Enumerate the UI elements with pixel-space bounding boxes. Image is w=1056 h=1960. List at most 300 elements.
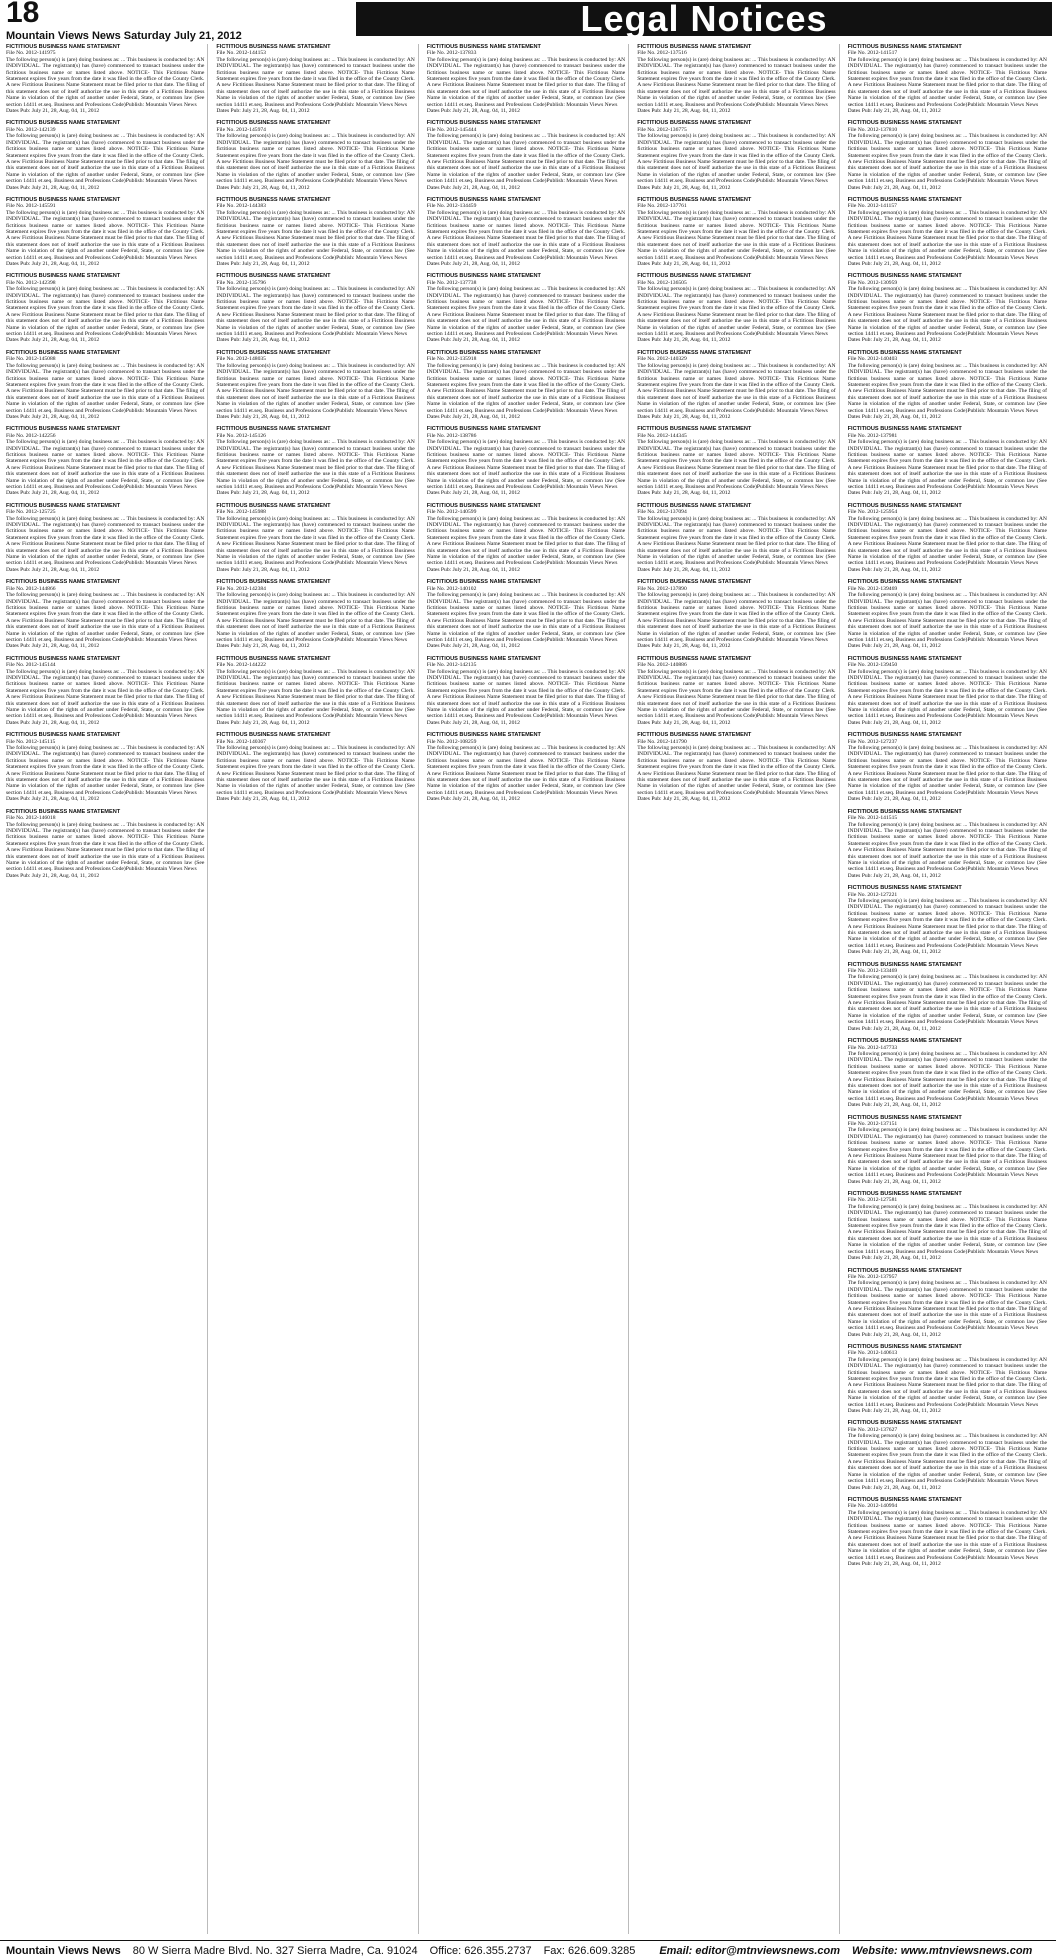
notice-body: The following person(s) is (are) doing business as: ... This business is conducted by: AN INDIVIDUAL. The registrant(s) has (have) commenced to transact business under the fictitious business name or names listed above. NOTICE- This Fictitious Name Statement expires five years from the date it was filed in the office of the County Clerk. A new Fictitious Business Name Statement must be filed prior to that date. The filing of this statement does not of itself authorize the use in this state of a Fictitious Business Name in violation of the rights of another under Federal, State, or common law (See section 14411 et.seq. Business and Professions Code)Publish: Mountain Views News [426, 209, 626, 261]
notice-file-number: File No. 2012-141975 [6, 50, 56, 57]
notice-body: The following person(s) is (are) doing business as: ... This business is conducted by: AN INDIVIDUAL. The registrant(s) has (have) commenced to transact business under the fictitious business name or names listed above. NOTICE- This Fictitious Name Statement expires five years from the date it was filed in the office of the County Clerk. A new Fictitious Business Name Statement must be filed prior to that date. The filing of this statement does not of itself authorize the use in this state of a Fictitious Business Name in violation of the rights of another under Federal, State, or common law (See section 14411 et.seq. Business and Professions Code)Publish: Mountain Views News [847, 1127, 1047, 1179]
footer-fax: Fax: 626.609.3285 [543, 1944, 636, 1957]
notice-heading: FICTITIOUS BUSINESS NAME STATEMENT [216, 44, 331, 50]
notice-dates: Dates Pub: July 21, 28, Aug. 04, 11, 2012 [637, 184, 731, 191]
notice-body: The following person(s) is (are) doing business as: ... This business is conducted by: AN INDIVIDUAL. The registrant(s) has (have) commenced to transact business under the fictitious business name or names listed above. NOTICE- This Fictitious Name Statement expires five years from the date it was filed in the office of the County Clerk. A new Fictitious Business Name Statement must be filed prior to that date. The filing of this statement does not of itself authorize the use in this state of a Fictitious Business Name in violation of the rights of another under Federal, State, or common law (See section 14411 et.seq. Business and Professions Code)Publish: Mountain Views News [426, 515, 626, 567]
notice-heading: FICTITIOUS BUSINESS NAME STATEMENT [847, 655, 962, 662]
notice-heading: FICTITIOUS BUSINESS NAME STATEMENT [426, 732, 541, 739]
notice-body: The following person(s) is (are) doing business as: ... This business is conducted by: AN INDIVIDUAL. The registrant(s) has (have) commenced to transact business under the fictitious business name or names listed above. NOTICE- This Fictitious Name Statement expires five years from the date it was filed in the office of the County Clerk. A new Fictitious Business Name Statement must be filed prior to that date. The filing of this statement does not of itself authorize the use in this state of a Fictitious Business Name in violation of the rights of another under Federal, State, or common law (See section 14411 et.seq. Business and Professions Code)Publish: Mountain Views News [6, 209, 205, 261]
notice-body: The following person(s) is (are) doing business as: ... This business is conducted by: AN INDIVIDUAL. The registrant(s) has (have) commenced to transact business under the fictitious business name or names listed above. NOTICE- This Fictitious Name Statement expires five years from the date it was filed in the office of the County Clerk. A new Fictitious Business Name Statement must be filed prior to that date. The filing of this statement does not of itself authorize the use in this state of a Fictitious Business Name in violation of the rights of another under Federal, State, or common law (See section 14411 et.seq. Business and Professions Code)Publish: Mountain Views News [637, 362, 836, 414]
notice-body: The following person(s) is (are) doing business as: ... This business is conducted by: AN INDIVIDUAL. The registrant(s) has (have) commenced to transact business under the fictitious business name or names listed above. NOTICE- This Fictitious Name Statement expires five years from the date it was filed in the office of the County Clerk. A new Fictitious Business Name Statement must be filed prior to that date. The filing of this statement does not of itself authorize the use in this state of a Fictitious Business Name in violation of the rights of another under Federal, State, or common law (See section 14411 et.seq. Business and Professions Code)Publish: Mountain Views News [216, 668, 415, 720]
notice-heading: FICTITIOUS BUSINESS NAME STATEMENT [847, 1114, 962, 1121]
notice-dates: Dates Pub: July 21, 28, Aug. 04, 11, 2012 [216, 566, 310, 573]
notice-file-number: File No. 2012-139450 [847, 662, 898, 669]
notice-file-number: File No. 2012-140367 [216, 738, 266, 745]
legal-notice [6, 503, 204, 573]
notice-file-number: File No. 2012-145591 [6, 203, 56, 210]
notice-heading: FICTITIOUS BUSINESS NAME STATEMENT [216, 732, 331, 739]
notice-file-number: File No. 2012-145974 [216, 126, 266, 133]
notice-file-number: File No. 2012-134459 [426, 203, 477, 210]
footer-publication: Mountain Views News [6, 1944, 121, 1957]
notice-file-number: File No. 2012-108259 [426, 738, 477, 745]
notice-file-number: File No. 2012-137810 [847, 126, 898, 133]
notice-heading: FICTITIOUS BUSINESS NAME STATEMENT [637, 44, 752, 50]
notice-dates: Dates Pub: July 21, 28, Aug. 04, 11, 2012 [847, 1560, 941, 1567]
notice-body: The following person(s) is (are) doing business as: ... This business is conducted by: AN INDIVIDUAL. The registrant(s) has (have) commenced to transact business under the fictitious business name or names listed above. NOTICE- This Fictitious Name Statement expires five years from the date it was filed in the office of the County Clerk. A new Fictitious Business Name Statement must be filed prior to that date. The filing of this statement does not of itself authorize the use in this state of a Fictitious Business Name in violation of the rights of another under Federal, State, or common law (See section 14411 et.seq. Business and Professions Code)Publish: Mountain Views News [847, 286, 1047, 338]
notice-file-number: File No. 2012-142139 [6, 126, 56, 133]
notice-heading: FICTITIOUS BUSINESS NAME STATEMENT [847, 1420, 962, 1427]
notice-file-number: File No. 2012-127581 [847, 1197, 898, 1204]
notice-body: The following person(s) is (are) doing business as: ... This business is conducted by: AN INDIVIDUAL. The registrant(s) has (have) commenced to transact business under the fictitious business name or names listed above. NOTICE- This Fictitious Name Statement expires five years from the date it was filed in the office of the County Clerk. A new Fictitious Business Name Statement must be filed prior to that date. The filing of this statement does not of itself authorize the use in this state of a Fictitious Business Name in violation of the rights of another under Federal, State, or common law (See section 14411 et.seq. Business and Professions Code)Publish: Mountain Views News [847, 56, 1047, 108]
notice-heading: FICTITIOUS BUSINESS NAME STATEMENT [6, 273, 121, 280]
notice-dates: Dates Pub: July 21, 28, Aug. 04, 11, 2012 [847, 796, 941, 803]
notice-dates: Dates Pub: July 21, 28, Aug. 04, 11, 2012 [216, 337, 310, 344]
notice-body: The following person(s) is (are) doing business as: ... This business is conducted by: AN INDIVIDUAL. The registrant(s) has (have) commenced to transact business under the fictitious business name or names listed above. NOTICE- This Fictitious Name Statement expires five years from the date it was filed in the office of the County Clerk. A new Fictitious Business Name Statement must be filed prior to that date. The filing of this statement does not of itself authorize the use in this state of a Fictitious Business Name in violation of the rights of another under Federal, State, or common law (See section 14411 et.seq. Business and Professions Code)Publish: Mountain Views News [637, 745, 836, 796]
legal-notice [216, 656, 414, 726]
notice-dates: Dates Pub: July 21, 28, Aug. 04, 11, 2012 [216, 796, 310, 803]
notice-body: The following person(s) is (are) doing business as: ... This business is conducted by: AN INDIVIDUAL. The registrant(s) has (have) commenced to transact business under the fictitious business name or names listed above. NOTICE- This Fictitious Name Statement expires five years from the date it was filed in the office of the County Clerk. A new Fictitious Business Name Statement must be filed prior to that date. The filing of this statement does not of itself authorize the use in this state of a Fictitious Business Name in violation of the rights of another under Federal, State, or common law (See section 14411 et.seq. Business and Professions Code)Publish: Mountain Views News [216, 209, 415, 261]
notice-column [637, 44, 839, 1934]
legal-notice [637, 732, 835, 802]
notice-dates: Dates Pub: July 21, 28, Aug. 04, 11, 2012 [847, 490, 941, 497]
notice-heading: FICTITIOUS BUSINESS NAME STATEMENT [6, 655, 121, 662]
page-footer [0, 1940, 1056, 1960]
notice-body: The following person(s) is (are) doing business as: ... This business is conducted by: AN INDIVIDUAL. The registrant(s) has (have) commenced to transact business under the fictitious business name or names listed above. NOTICE- This Fictitious Name Statement expires five years from the date it was filed in the office of the County Clerk. A new Fictitious Business Name Statement must be filed prior to that date. The filing of this statement does not of itself authorize the use in this state of a Fictitious Business Name in violation of the rights of another under Federal, State, or common law (See section 14411 et.seq. Business and Professions Code)Publish: Mountain Views News [847, 668, 1047, 720]
notice-body: The following person(s) is (are) doing business as: ... This business is conducted by: AN INDIVIDUAL. The registrant(s) has (have) commenced to transact business under the fictitious business name or names listed above. NOTICE- This Fictitious Name Statement expires five years from the date it was filed in the office of the County Clerk. A new Fictitious Business Name Statement must be filed prior to that date. The filing of this statement does not of itself authorize the use in this state of a Fictitious Business Name in violation of the rights of another under Federal, State, or common law (See section 14411 et.seq. Business and Professions Code)Publish: Mountain Views News [847, 897, 1047, 949]
notice-body: The following person(s) is (are) doing business as: ... This business is conducted by: AN INDIVIDUAL. The registrant(s) has (have) commenced to transact business under the fictitious business name or names listed above. NOTICE- This Fictitious Name Statement expires five years from the date it was filed in the office of the County Clerk. A new Fictitious Business Name Statement must be filed prior to that date. The filing of this statement does not of itself authorize the use in this state of a Fictitious Business Name in violation of the rights of another under Federal, State, or common law (See section 14411 et.seq. Business and Professions Code)Publish: Mountain Views News [637, 133, 836, 185]
footer-website[interactable]: Website: www.mtnviewsnews.com [852, 1944, 1033, 1957]
notice-dates: Dates Pub: July 21, 28, Aug. 04, 11, 2012 [6, 490, 100, 497]
legal-notice [848, 350, 1047, 420]
notice-heading: FICTITIOUS BUSINESS NAME STATEMENT [6, 196, 121, 203]
notice-body: The following person(s) is (are) doing business as: ... This business is conducted by: AN INDIVIDUAL. The registrant(s) has (have) commenced to transact business under the fictitious business name or names listed above. NOTICE- This Fictitious Name Statement expires five years from the date it was filed in the office of the County Clerk. A new Fictitious Business Name Statement must be filed prior to that date. The filing of this statement does not of itself authorize the use in this state of a Fictitious Business Name in violation of the rights of another under Federal, State, or common law (See section 14411 et.seq. Business and Professions Code)Publish: Mountain Views News [6, 668, 205, 720]
notice-body: The following person(s) is (are) doing business as: ... This business is conducted by: AN INDIVIDUAL. The registrant(s) has (have) commenced to transact business under the fictitious business name or names listed above. NOTICE- This Fictitious Name Statement expires five years from the date it was filed in the office of the County Clerk. A new Fictitious Business Name Statement must be filed prior to that date. The filing of this statement does not of itself authorize the use in this state of a Fictitious Business Name in violation of the rights of another under Federal, State, or common law (See section 14411 et.seq. Business and Professions Code)Publish: Mountain Views News [637, 592, 836, 643]
notice-file-number: File No. 2012-140599 [426, 509, 477, 516]
notice-dates: Dates Pub: July 21, 28, Aug. 04, 11, 2012 [847, 413, 941, 420]
notice-heading: FICTITIOUS BUSINESS NAME STATEMENT [847, 1267, 962, 1274]
notice-dates: Dates Pub: July 21, 28, Aug. 04, 11, 2012 [426, 719, 520, 726]
legal-notice [637, 273, 835, 343]
notice-dates: Dates Pub: July 21, 28, Aug. 04, 11, 2012 [216, 261, 310, 267]
notice-columns [6, 44, 1050, 1934]
notice-body: The following person(s) is (are) doing business as: ... This business is conducted by: AN INDIVIDUAL. The registrant(s) has (have) commenced to transact business under the fictitious business name or names listed above. NOTICE- This Fictitious Name Statement expires five years from the date it was filed in the office of the County Clerk. A new Fictitious Business Name Statement must be filed prior to that date. The filing of this statement does not of itself authorize the use in this state of a Fictitious Business Name in violation of the rights of another under Federal, State, or common law (See section 14411 et.seq. Business and Professions Code)Publish: Mountain Views News [847, 1203, 1047, 1255]
notice-body: The following person(s) is (are) doing business as: ... This business is conducted by: AN INDIVIDUAL. The registrant(s) has (have) commenced to transact business under the fictitious business name or names listed above. NOTICE- This Fictitious Name Statement expires five years from the date it was filed in the office of the County Clerk. A new Fictitious Business Name Statement must be filed prior to that date. The filing of this statement does not of itself authorize the use in this state of a Fictitious Business Name in violation of the rights of another under Federal, State, or common law (See section 14411 et.seq. Business and Professions Code)Publish: Mountain Views News [847, 209, 1047, 261]
notice-file-number: File No. 2012-141515 [847, 815, 898, 822]
notice-dates: Dates Pub: July 21, 28, Aug. 04, 11, 2012 [6, 184, 100, 191]
notice-file-number: File No. 2012-125725 [6, 509, 56, 516]
legal-notice [216, 120, 414, 190]
notice-file-number: File No. 2012-145444 [426, 126, 477, 133]
section-title-bar [356, 0, 1052, 39]
legal-notice [216, 579, 414, 649]
legal-notice [427, 732, 625, 802]
notice-dates: Dates Pub: July 21, 28, Aug. 04, 11, 2012 [637, 490, 731, 497]
notice-file-number: File No. 2012-145144 [6, 662, 56, 669]
legal-notice [637, 426, 835, 496]
notice-body: The following person(s) is (are) doing business as: ... This business is conducted by: AN INDIVIDUAL. The registrant(s) has (have) commenced to transact business under the fictitious business name or names listed above. NOTICE- This Fictitious Name Statement expires five years from the date it was filed in the office of the County Clerk. A new Fictitious Business Name Statement must be filed prior to that date. The filing of this statement does not of itself authorize the use in this state of a Fictitious Business Name in violation of the rights of another under Federal, State, or common law (See section 14411 et.seq. Business and Professions Code)Publish: Mountain Views News [216, 286, 415, 338]
notice-heading: FICTITIOUS BUSINESS NAME STATEMENT [847, 120, 962, 127]
notice-heading: FICTITIOUS BUSINESS NAME STATEMENT [637, 426, 752, 433]
notice-heading: FICTITIOUS BUSINESS NAME STATEMENT [847, 273, 962, 280]
notice-heading: FICTITIOUS BUSINESS NAME STATEMENT [216, 120, 331, 127]
notice-heading: FICTITIOUS BUSINESS NAME STATEMENT [847, 1343, 962, 1350]
notice-file-number: File No. 2012-136505 [637, 279, 687, 286]
notice-file-number: File No. 2012-137981 [847, 432, 898, 439]
notice-file-number: File No. 2012-140994 [847, 1503, 898, 1510]
notice-heading: FICTITIOUS BUSINESS NAME STATEMENT [847, 44, 962, 50]
notice-file-number: File No. 2012-146018 [6, 815, 56, 822]
notice-dates: Dates Pub: July 21, 28, Aug. 04, 11, 2012 [426, 413, 520, 420]
notice-body: The following person(s) is (are) doing business as: ... This business is conducted by: AN INDIVIDUAL. The registrant(s) has (have) commenced to transact business under the fictitious business name or names listed above. NOTICE- This Fictitious Name Statement expires five years from the date it was filed in the office of the County Clerk. A new Fictitious Business Name Statement must be filed prior to that date. The filing of this statement does not of itself authorize the use in this state of a Fictitious Business Name in violation of the rights of another under Federal, State, or common law (See section 14411 et.seq. Business and Professions Code)Publish: Mountain Views News [216, 439, 415, 490]
notice-heading: FICTITIOUS BUSINESS NAME STATEMENT [6, 426, 121, 433]
notice-column [427, 44, 629, 1934]
publication-dateline: Mountain Views News Saturday July 21, 2012 [6, 30, 242, 42]
notice-heading: FICTITIOUS BUSINESS NAME STATEMENT [216, 579, 331, 586]
notice-dates: Dates Pub: July 21, 28, Aug. 04, 11, 2012 [637, 413, 731, 420]
notice-heading: FICTITIOUS BUSINESS NAME STATEMENT [216, 273, 331, 280]
notice-heading: FICTITIOUS BUSINESS NAME STATEMENT [426, 44, 541, 50]
notice-file-number: File No. 2012-136775 [637, 126, 687, 133]
notice-dates: Dates Pub: July 21, 28, Aug. 04, 11, 2012 [426, 261, 520, 267]
notice-dates: Dates Pub: July 21, 28, Aug. 04, 11, 2012 [637, 643, 731, 650]
notice-file-number: File No. 2012-148035 [216, 356, 266, 363]
legal-notice [427, 579, 625, 649]
notice-body: The following person(s) is (are) doing business as: ... This business is conducted by: AN INDIVIDUAL. The registrant(s) has (have) commenced to transact business under the fictitious business name or names listed above. NOTICE- This Fictitious Name Statement expires five years from the date it was filed in the office of the County Clerk. A new Fictitious Business Name Statement must be filed prior to that date. The filing of this statement does not of itself authorize the use in this state of a Fictitious Business Name in violation of the rights of another under Federal, State, or common law (See section 14411 et.seq. Business and Professions Code)Publish: Mountain Views News [426, 133, 626, 185]
notice-dates: Dates Pub: July 21, 28, Aug. 04, 11, 2012 [637, 566, 731, 573]
notice-dates: Dates Pub: July 21, 28, Aug. 04, 11, 2012 [216, 643, 310, 650]
legal-notice [637, 656, 835, 726]
notice-heading: FICTITIOUS BUSINESS NAME STATEMENT [216, 426, 331, 433]
notice-dates: Dates Pub: July 21, 28, Aug. 04, 11, 2012 [847, 719, 941, 726]
notice-dates: Dates Pub: July 21, 28, Aug. 04, 11, 2012 [426, 108, 520, 115]
notice-dates: Dates Pub: July 21, 28, Aug. 04, 11, 2012 [426, 643, 520, 650]
notice-file-number: File No. 2012-140886 [637, 662, 687, 669]
notice-file-number: File No. 2012-145088 [6, 356, 56, 363]
legal-notice [427, 120, 625, 190]
notice-dates: Dates Pub: July 21, 28, Aug. 04, 11, 2012 [847, 108, 941, 115]
notice-dates: Dates Pub: July 21, 28, Aug. 04, 11, 2012 [6, 413, 100, 420]
notice-body: The following person(s) is (are) doing business as: ... This business is conducted by: AN INDIVIDUAL. The registrant(s) has (have) commenced to transact business under the fictitious business name or names listed above. NOTICE- This Fictitious Name Statement expires five years from the date it was filed in the office of the County Clerk. A new Fictitious Business Name Statement must be filed prior to that date. The filing of this statement does not of itself authorize the use in this state of a Fictitious Business Name in violation of the rights of another under Federal, State, or common law (See section 14411 et.seq. Business and Professions Code)Publish: Mountain Views News [847, 515, 1047, 567]
notice-body: The following person(s) is (are) doing business as: ... This business is conducted by: AN INDIVIDUAL. The registrant(s) has (have) commenced to transact business under the fictitious business name or names listed above. NOTICE- This Fictitious Name Statement expires five years from the date it was filed in the office of the County Clerk. A new Fictitious Business Name Statement must be filed prior to that date. The filing of this statement does not of itself authorize the use in this state of a Fictitious Business Name in violation of the rights of another under Federal, State, or common law (See section 14411 et.seq. Business and Professions Code)Publish: Mountain Views News [6, 592, 205, 643]
notice-heading: FICTITIOUS BUSINESS NAME STATEMENT [426, 349, 541, 356]
notice-heading: FICTITIOUS BUSINESS NAME STATEMENT [426, 655, 541, 662]
notice-body: The following person(s) is (are) doing business as: ... This business is conducted by: AN INDIVIDUAL. The registrant(s) has (have) commenced to transact business under the fictitious business name or names listed above. NOTICE- This Fictitious Name Statement expires five years from the date it was filed in the office of the County Clerk. A new Fictitious Business Name Statement must be filed prior to that date. The filing of this statement does not of itself authorize the use in this state of a Fictitious Business Name in violation of the rights of another under Federal, State, or common law (See section 14411 et.seq. Business and Professions Code)Publish: Mountain Views News [216, 133, 415, 185]
legal-notice [216, 197, 414, 267]
notice-file-number: File No. 2012-137151 [847, 1120, 898, 1127]
notice-file-number: File No. 2012-140329 [637, 356, 687, 363]
notice-heading: FICTITIOUS BUSINESS NAME STATEMENT [426, 120, 541, 127]
notice-body: The following person(s) is (are) doing business as: ... This business is conducted by: AN INDIVIDUAL. The registrant(s) has (have) commenced to transact business under the fictitious business name or names listed above. NOTICE- This Fictitious Name Statement expires five years from the date it was filed in the office of the County Clerk. A new Fictitious Business Name Statement must be filed prior to that date. The filing of this statement does not of itself authorize the use in this state of a Fictitious Business Name in violation of the rights of another under Federal, State, or common law (See section 14411 et.seq. Business and Professions Code)Publish: Mountain Views News [847, 745, 1047, 796]
notice-heading: FICTITIOUS BUSINESS NAME STATEMENT [847, 579, 962, 586]
notice-body: The following person(s) is (are) doing business as: ... This business is conducted by: AN INDIVIDUAL. The registrant(s) has (have) commenced to transact business under the fictitious business name or names listed above. NOTICE- This Fictitious Name Statement expires five years from the date it was filed in the office of the County Clerk. A new Fictitious Business Name Statement must be filed prior to that date. The filing of this statement does not of itself authorize the use in this state of a Fictitious Business Name in violation of the rights of another under Federal, State, or common law (See section 14411 et.seq. Business and Professions Code)Publish: Mountain Views News [216, 515, 415, 567]
legal-notice [637, 350, 835, 420]
notice-body: The following person(s) is (are) doing business as: ... This business is conducted by: AN INDIVIDUAL. The registrant(s) has (have) commenced to transact business under the fictitious business name or names listed above. NOTICE- This Fictitious Name Statement expires five years from the date it was filed in the office of the County Clerk. A new Fictitious Business Name Statement must be filed prior to that date. The filing of this statement does not of itself authorize the use in this state of a Fictitious Business Name in violation of the rights of another under Federal, State, or common law (See section 14411 et.seq. Business and Professions Code)Publish: Mountain Views News [637, 56, 836, 108]
legal-notice [216, 732, 414, 802]
notice-file-number: File No. 2012-147733 [847, 1044, 898, 1051]
notice-body: The following person(s) is (are) doing business as: ... This business is conducted by: AN INDIVIDUAL. The registrant(s) has (have) commenced to transact business under the fictitious business name or names listed above. NOTICE- This Fictitious Name Statement expires five years from the date it was filed in the office of the County Clerk. A new Fictitious Business Name Statement must be filed prior to that date. The filing of this statement does not of itself authorize the use in this state of a Fictitious Business Name in violation of the rights of another under Federal, State, or common law (See section 14411 et.seq. Business and Professions Code)Publish: Mountain Views News [847, 592, 1047, 643]
notice-heading: FICTITIOUS BUSINESS NAME STATEMENT [216, 502, 331, 509]
legal-notice [848, 44, 1047, 114]
notice-heading: FICTITIOUS BUSINESS NAME STATEMENT [216, 655, 331, 662]
legal-notice [427, 350, 625, 420]
notice-body: The following person(s) is (are) doing business as: ... This business is conducted by: AN INDIVIDUAL. The registrant(s) has (have) commenced to transact business under the fictitious business name or names listed above. NOTICE- This Fictitious Name Statement expires five years from the date it was filed in the office of the County Clerk. A new Fictitious Business Name Statement must be filed prior to that date. The filing of this statement does not of itself authorize the use in this state of a Fictitious Business Name in violation of the rights of another under Federal, State, or common law (See section 14411 et.seq. Business and Professions Code)Publish: Mountain Views News [847, 362, 1047, 414]
notice-heading: FICTITIOUS BUSINESS NAME STATEMENT [216, 349, 331, 356]
notice-body: The following person(s) is (are) doing business as: ... This business is conducted by: AN INDIVIDUAL. The registrant(s) has (have) commenced to transact business under the fictitious business name or names listed above. NOTICE- This Fictitious Name Statement expires five years from the date it was filed in the office of the County Clerk. A new Fictitious Business Name Statement must be filed prior to that date. The filing of this statement does not of itself authorize the use in this state of a Fictitious Business Name in violation of the rights of another under Federal, State, or common law (See section 14411 et.seq. Business and Professions Code)Publish: Mountain Views News [216, 56, 415, 108]
notice-heading: FICTITIOUS BUSINESS NAME STATEMENT [847, 732, 962, 739]
notice-file-number: File No. 2012-133469 [847, 968, 898, 975]
notice-dates: Dates Pub: July 21, 28, Aug. 04, 11, 2012 [216, 413, 310, 420]
notice-body: The following person(s) is (are) doing business as: ... This business is conducted by: AN INDIVIDUAL. The registrant(s) has (have) commenced to transact business under the fictitious business name or names listed above. NOTICE- This Fictitious Name Statement expires five years from the date it was filed in the office of the County Clerk. A new Fictitious Business Name Statement must be filed prior to that date. The filing of this statement does not of itself authorize the use in this state of a Fictitious Business Name in violation of the rights of another under Federal, State, or common law (See section 14411 et.seq. Business and Professions Code)Publish: Mountain Views News [426, 439, 626, 490]
notice-dates: Dates Pub: July 21, 28, Aug. 04, 11, 2012 [6, 796, 100, 803]
legal-notice [848, 503, 1047, 573]
notice-body: The following person(s) is (are) doing business as: ... This business is conducted by: AN INDIVIDUAL. The registrant(s) has (have) commenced to transact business under the fictitious business name or names listed above. NOTICE- This Fictitious Name Statement expires five years from the date it was filed in the office of the County Clerk. A new Fictitious Business Name Statement must be filed prior to that date. The filing of this statement does not of itself authorize the use in this state of a Fictitious Business Name in violation of the rights of another under Federal, State, or common law (See section 14411 et.seq. Business and Professions Code)Publish: Mountain Views News [637, 286, 836, 338]
notice-dates: Dates Pub: July 21, 28, Aug. 04, 11, 2012 [847, 1331, 941, 1338]
notice-file-number: File No. 2012-144153 [216, 50, 266, 57]
notice-body: The following person(s) is (are) doing business as: ... This business is conducted by: AN INDIVIDUAL. The registrant(s) has (have) commenced to transact business under the fictitious business name or names listed above. NOTICE- This Fictitious Name Statement expires five years from the date it was filed in the office of the County Clerk. A new Fictitious Business Name Statement must be filed prior to that date. The filing of this statement does not of itself authorize the use in this state of a Fictitious Business Name in violation of the rights of another under Federal, State, or common law (See section 14411 et.seq. Business and Professions Code)Publish: Mountain Views News [6, 821, 205, 873]
notice-body: The following person(s) is (are) doing business as: ... This business is conducted by: AN INDIVIDUAL. The registrant(s) has (have) commenced to transact business under the fictitious business name or names listed above. NOTICE- This Fictitious Name Statement expires five years from the date it was filed in the office of the County Clerk. A new Fictitious Business Name Statement must be filed prior to that date. The filing of this statement does not of itself authorize the use in this state of a Fictitious Business Name in violation of the rights of another under Federal, State, or common law (See section 14411 et.seq. Business and Professions Code)Publish: Mountain Views News [216, 745, 415, 796]
notice-body: The following person(s) is (are) doing business as: ... This business is conducted by: AN INDIVIDUAL. The registrant(s) has (have) commenced to transact business under the fictitious business name or names listed above. NOTICE- This Fictitious Name Statement expires five years from the date it was filed in the office of the County Clerk. A new Fictitious Business Name Statement must be filed prior to that date. The filing of this statement does not of itself authorize the use in this state of a Fictitious Business Name in violation of the rights of another under Federal, State, or common law (See section 14411 et.seq. Business and Professions Code)Publish: Mountain Views News [847, 133, 1047, 185]
notice-body: The following person(s) is (are) doing business as: ... This business is conducted by: AN INDIVIDUAL. The registrant(s) has (have) commenced to transact business under the fictitious business name or names listed above. NOTICE- This Fictitious Name Statement expires five years from the date it was filed in the office of the County Clerk. A new Fictitious Business Name Statement must be filed prior to that date. The filing of this statement does not of itself authorize the use in this state of a Fictitious Business Name in violation of the rights of another under Federal, State, or common law (See section 14411 et.seq. Business and Professions Code)Publish: Mountain Views News [426, 668, 626, 720]
legal-notice [427, 197, 625, 267]
legal-notice [848, 732, 1047, 802]
notice-dates: Dates Pub: July 21, 28, Aug. 04, 11, 2012 [216, 490, 310, 497]
legal-notice [637, 120, 835, 190]
notice-body: The following person(s) is (are) doing business as: ... This business is conducted by: AN INDIVIDUAL. The registrant(s) has (have) commenced to transact business under the fictitious business name or names listed above. NOTICE- This Fictitious Name Statement expires five years from the date it was filed in the office of the County Clerk. A new Fictitious Business Name Statement must be filed prior to that date. The filing of this statement does not of itself authorize the use in this state of a Fictitious Business Name in violation of the rights of another under Federal, State, or common law (See section 14411 et.seq. Business and Professions Code)Publish: Mountain Views News [847, 1433, 1047, 1485]
notice-heading: FICTITIOUS BUSINESS NAME STATEMENT [847, 1496, 962, 1503]
page-number: 18 [6, 0, 40, 29]
notice-dates: Dates Pub: July 21, 28, Aug. 04, 11, 2012 [637, 261, 731, 267]
legal-notice [848, 197, 1047, 267]
legal-notice [848, 1497, 1047, 1567]
legal-notice [216, 503, 414, 573]
notice-file-number: File No. 2012-144383 [216, 203, 266, 210]
notice-body: The following person(s) is (are) doing business as: ... This business is conducted by: AN INDIVIDUAL. The registrant(s) has (have) commenced to transact business under the fictitious business name or names listed above. NOTICE- This Fictitious Name Statement expires five years from the date it was filed in the office of the County Clerk. A new Fictitious Business Name Statement must be filed prior to that date. The filing of this statement does not of itself authorize the use in this state of a Fictitious Business Name in violation of the rights of another under Federal, State, or common law (See section 14411 et.seq. Business and Professions Code)Publish: Mountain Views News [637, 439, 836, 490]
notice-dates: Dates Pub: July 21, 28, Aug. 04, 11, 2012 [637, 337, 731, 344]
notice-body: The following person(s) is (are) doing business as: ... This business is conducted by: AN INDIVIDUAL. The registrant(s) has (have) commenced to transact business under the fictitious business name or names listed above. NOTICE- This Fictitious Name Statement expires five years from the date it was filed in the office of the County Clerk. A new Fictitious Business Name Statement must be filed prior to that date. The filing of this statement does not of itself authorize the use in this state of a Fictitious Business Name in violation of the rights of another under Federal, State, or common law (See section 14411 et.seq. Business and Professions Code)Publish: Mountain Views News [426, 592, 626, 643]
notice-dates: Dates Pub: July 21, 28, Aug. 04, 11, 2012 [216, 719, 310, 726]
legal-notice [848, 579, 1047, 649]
notice-dates: Dates Pub: July 21, 28, Aug. 04, 11, 2012 [847, 1255, 941, 1262]
notice-heading: FICTITIOUS BUSINESS NAME STATEMENT [847, 502, 962, 509]
notice-file-number: File No. 2012-144866 [6, 585, 56, 592]
notice-heading: FICTITIOUS BUSINESS NAME STATEMENT [847, 961, 962, 968]
notice-heading: FICTITIOUS BUSINESS NAME STATEMENT [637, 120, 752, 127]
notice-body: The following person(s) is (are) doing business as: ... This business is conducted by: AN INDIVIDUAL. The registrant(s) has (have) commenced to transact business under the fictitious business name or names listed above. NOTICE- This Fictitious Name Statement expires five years from the date it was filed in the office of the County Clerk. A new Fictitious Business Name Statement must be filed prior to that date. The filing of this statement does not of itself authorize the use in this state of a Fictitious Business Name in violation of the rights of another under Federal, State, or common law (See section 14411 et.seq. Business and Professions Code)Publish: Mountain Views News [847, 1356, 1047, 1408]
notice-file-number: File No. 2012-145126 [216, 432, 266, 439]
notice-dates: Dates Pub: July 21, 28, Aug. 04, 11, 2012 [847, 949, 941, 956]
page-header [0, 0, 1056, 40]
legal-notice [427, 503, 625, 573]
notice-body: The following person(s) is (are) doing business as: ... This business is conducted by: AN INDIVIDUAL. The registrant(s) has (have) commenced to transact business under the fictitious business name or names listed above. NOTICE- This Fictitious Name Statement expires five years from the date it was filed in the office of the County Clerk. A new Fictitious Business Name Statement must be filed prior to that date. The filing of this statement does not of itself authorize the use in this state of a Fictitious Business Name in violation of the rights of another under Federal, State, or common law (See section 14411 et.seq. Business and Professions Code)Publish: Mountain Views News [6, 133, 205, 185]
notice-dates: Dates Pub: July 21, 28, Aug. 04, 11, 2012 [637, 719, 731, 726]
notice-heading: FICTITIOUS BUSINESS NAME STATEMENT [6, 44, 121, 50]
notice-heading: FICTITIOUS BUSINESS NAME STATEMENT [847, 196, 962, 203]
notice-file-number: File No. 2012-142135 [426, 662, 477, 669]
notice-dates: Dates Pub: July 21, 28, Aug. 04, 11, 2012 [847, 261, 941, 267]
notice-dates: Dates Pub: July 21, 28, Aug. 04, 11, 2012 [216, 184, 310, 191]
legal-notice [427, 273, 625, 343]
notice-dates: Dates Pub: July 21, 28, Aug. 04, 11, 2012 [6, 337, 100, 344]
notice-dates: Dates Pub: July 21, 28, Aug. 04, 11, 2012 [847, 337, 941, 344]
notice-file-number: File No. 2012-137738 [426, 279, 477, 286]
notice-dates: Dates Pub: July 21, 28, Aug. 04, 11, 2012 [6, 108, 100, 115]
legal-notice [848, 1420, 1047, 1490]
notice-body: The following person(s) is (are) doing business as: ... This business is conducted by: AN INDIVIDUAL. The registrant(s) has (have) commenced to transact business under the fictitious business name or names listed above. NOTICE- This Fictitious Name Statement expires five years from the date it was filed in the office of the County Clerk. A new Fictitious Business Name Statement must be filed prior to that date. The filing of this statement does not of itself authorize the use in this state of a Fictitious Business Name in violation of the rights of another under Federal, State, or common law (See section 14411 et.seq. Business and Professions Code)Publish: Mountain Views News [6, 362, 205, 414]
notice-dates: Dates Pub: July 21, 28, Aug. 04, 11, 2012 [847, 1484, 941, 1491]
notice-body: The following person(s) is (are) doing business as: ... This business is conducted by: AN INDIVIDUAL. The registrant(s) has (have) commenced to transact business under the fictitious business name or names listed above. NOTICE- This Fictitious Name Statement expires five years from the date it was filed in the office of the County Clerk. A new Fictitious Business Name Statement must be filed prior to that date. The filing of this statement does not of itself authorize the use in this state of a Fictitious Business Name in violation of the rights of another under Federal, State, or common law (See section 14411 et.seq. Business and Professions Code)Publish: Mountain Views News [426, 362, 626, 414]
notice-heading: FICTITIOUS BUSINESS NAME STATEMENT [6, 120, 121, 127]
notice-dates: Dates Pub: July 21, 28, Aug. 04, 11, 2012 [426, 184, 520, 191]
legal-notice [427, 426, 625, 496]
notice-file-number: File No. 2012-137761 [637, 203, 687, 210]
notice-heading: FICTITIOUS BUSINESS NAME STATEMENT [847, 426, 962, 433]
notice-body: The following person(s) is (are) doing business as: ... This business is conducted by: AN INDIVIDUAL. The registrant(s) has (have) commenced to transact business under the fictitious business name or names listed above. NOTICE- This Fictitious Name Statement expires five years from the date it was filed in the office of the County Clerk. A new Fictitious Business Name Statement must be filed prior to that date. The filing of this statement does not of itself authorize the use in this state of a Fictitious Business Name in violation of the rights of another under Federal, State, or common law (See section 14411 et.seq. Business and Professions Code)Publish: Mountain Views News [6, 56, 205, 108]
notice-file-number: File No. 2012-140613 [847, 1350, 898, 1357]
notice-file-number: File No. 2012-142256 [6, 432, 56, 439]
notice-file-number: File No. 2012-137890 [637, 585, 687, 592]
legal-notice [848, 1038, 1047, 1108]
notice-heading: FICTITIOUS BUSINESS NAME STATEMENT [847, 1038, 962, 1045]
notice-dates: Dates Pub: July 21, 28, Aug. 04, 11, 2012 [426, 337, 520, 344]
notice-body: The following person(s) is (are) doing business as: ... This business is conducted by: AN INDIVIDUAL. The registrant(s) has (have) commenced to transact business under the fictitious business name or names listed above. NOTICE- This Fictitious Name Statement expires five years from the date it was filed in the office of the County Clerk. A new Fictitious Business Name Statement must be filed prior to that date. The filing of this statement does not of itself authorize the use in this state of a Fictitious Business Name in violation of the rights of another under Federal, State, or common law (See section 14411 et.seq. Business and Professions Code)Publish: Mountain Views News [216, 362, 415, 414]
legal-notice [848, 809, 1047, 879]
notice-dates: Dates Pub: July 21, 28, Aug. 04, 11, 2012 [847, 872, 941, 879]
notice-body: The following person(s) is (are) doing business as: ... This business is conducted by: AN INDIVIDUAL. The registrant(s) has (have) commenced to transact business under the fictitious business name or names listed above. NOTICE- This Fictitious Name Statement expires five years from the date it was filed in the office of the County Clerk. A new Fictitious Business Name Statement must be filed prior to that date. The filing of this statement does not of itself authorize the use in this state of a Fictitious Business Name in violation of the rights of another under Federal, State, or common law (See section 14411 et.seq. Business and Professions Code)Publish: Mountain Views News [847, 439, 1047, 490]
notice-body: The following person(s) is (are) doing business as: ... This business is conducted by: AN INDIVIDUAL. The registrant(s) has (have) commenced to transact business under the fictitious business name or names listed above. NOTICE- This Fictitious Name Statement expires five years from the date it was filed in the office of the County Clerk. A new Fictitious Business Name Statement must be filed prior to that date. The filing of this statement does not of itself authorize the use in this state of a Fictitious Business Name in violation of the rights of another under Federal, State, or common law (See section 14411 et.seq. Business and Professions Code)Publish: Mountain Views News [847, 1050, 1047, 1102]
notice-dates: Dates Pub: July 21, 28, Aug. 04, 11, 2012 [637, 108, 731, 115]
notice-file-number: File No. 2012-141790 [637, 738, 687, 745]
notice-body: The following person(s) is (are) doing business as: ... This business is conducted by: AN INDIVIDUAL. The registrant(s) has (have) commenced to transact business under the fictitious business name or names listed above. NOTICE- This Fictitious Name Statement expires five years from the date it was filed in the office of the County Clerk. A new Fictitious Business Name Statement must be filed prior to that date. The filing of this statement does not of itself authorize the use in this state of a Fictitious Business Name in violation of the rights of another under Federal, State, or common law (See section 14411 et.seq. Business and Professions Code)Publish: Mountain Views News [847, 1509, 1047, 1561]
legal-notice [6, 656, 204, 726]
notice-file-number: File No. 2012-130959 [847, 279, 898, 286]
notice-heading: FICTITIOUS BUSINESS NAME STATEMENT [637, 655, 752, 662]
legal-notice [6, 44, 204, 114]
notice-dates: Dates Pub: July 21, 28, Aug. 04, 11, 2012 [847, 566, 941, 573]
notice-body: The following person(s) is (are) doing business as: ... This business is conducted by: AN INDIVIDUAL. The registrant(s) has (have) commenced to transact business under the fictitious business name or names listed above. NOTICE- This Fictitious Name Statement expires five years from the date it was filed in the office of the County Clerk. A new Fictitious Business Name Statement must be filed prior to that date. The filing of this statement does not of itself authorize the use in this state of a Fictitious Business Name in violation of the rights of another under Federal, State, or common law (See section 14411 et.seq. Business and Professions Code)Publish: Mountain Views News [6, 286, 205, 338]
legal-notice [637, 579, 835, 649]
legal-notice [6, 809, 204, 879]
notice-file-number: File No. 2012-137516 [637, 50, 687, 57]
notice-dates: Dates Pub: July 21, 28, Aug. 04, 11, 2012 [637, 796, 731, 803]
legal-notice [848, 1191, 1047, 1261]
notice-column [848, 44, 1050, 1934]
legal-notice [6, 350, 204, 420]
section-title: Legal Notices [580, 0, 828, 39]
legal-notice [427, 44, 625, 114]
legal-notice [848, 962, 1047, 1032]
notice-heading: FICTITIOUS BUSINESS NAME STATEMENT [637, 273, 752, 280]
legal-notice [6, 732, 204, 802]
notice-body: The following person(s) is (are) doing business as: ... This business is conducted by: AN INDIVIDUAL. The registrant(s) has (have) commenced to transact business under the fictitious business name or names listed above. NOTICE- This Fictitious Name Statement expires five years from the date it was filed in the office of the County Clerk. A new Fictitious Business Name Statement must be filed prior to that date. The filing of this statement does not of itself authorize the use in this state of a Fictitious Business Name in violation of the rights of another under Federal, State, or common law (See section 14411 et.seq. Business and Professions Code)Publish: Mountain Views News [426, 286, 626, 338]
legal-notice [848, 273, 1047, 343]
notice-column [216, 44, 418, 1934]
legal-notice [848, 885, 1047, 955]
legal-notice [427, 656, 625, 726]
notice-dates: Dates Pub: July 21, 28, Aug. 04, 11, 2012 [847, 1102, 941, 1109]
notice-dates: Dates Pub: July 21, 28, Aug. 04, 11, 2012 [6, 261, 100, 267]
notice-body: The following person(s) is (are) doing business as: ... This business is conducted by: AN INDIVIDUAL. The registrant(s) has (have) commenced to transact business under the fictitious business name or names listed above. NOTICE- This Fictitious Name Statement expires five years from the date it was filed in the office of the County Clerk. A new Fictitious Business Name Statement must be filed prior to that date. The filing of this statement does not of itself authorize the use in this state of a Fictitious Business Name in violation of the rights of another under Federal, State, or common law (See section 14411 et.seq. Business and Professions Code)Publish: Mountain Views News [847, 1280, 1047, 1332]
notice-body: The following person(s) is (are) doing business as: ... This business is conducted by: AN INDIVIDUAL. The registrant(s) has (have) commenced to transact business under the fictitious business name or names listed above. NOTICE- This Fictitious Name Statement expires five years from the date it was filed in the office of the County Clerk. A new Fictitious Business Name Statement must be filed prior to that date. The filing of this statement does not of itself authorize the use in this state of a Fictitious Business Name in violation of the rights of another under Federal, State, or common law (See section 14411 et.seq. Business and Professions Code)Publish: Mountain Views News [6, 515, 205, 567]
notice-body: The following person(s) is (are) doing business as: ... This business is conducted by: AN INDIVIDUAL. The registrant(s) has (have) commenced to transact business under the fictitious business name or names listed above. NOTICE- This Fictitious Name Statement expires five years from the date it was filed in the office of the County Clerk. A new Fictitious Business Name Statement must be filed prior to that date. The filing of this statement does not of itself authorize the use in this state of a Fictitious Business Name in violation of the rights of another under Federal, State, or common law (See section 14411 et.seq. Business and Professions Code)Publish: Mountain Views News [847, 974, 1047, 1026]
notice-heading: FICTITIOUS BUSINESS NAME STATEMENT [6, 808, 121, 815]
notice-body: The following person(s) is (are) doing business as: ... This business is conducted by: AN INDIVIDUAL. The registrant(s) has (have) commenced to transact business under the fictitious business name or names listed above. NOTICE- This Fictitious Name Statement expires five years from the date it was filed in the office of the County Clerk. A new Fictitious Business Name Statement must be filed prior to that date. The filing of this statement does not of itself authorize the use in this state of a Fictitious Business Name in violation of the rights of another under Federal, State, or common law (See section 14411 et.seq. Business and Professions Code)Publish: Mountain Views News [6, 439, 205, 490]
notice-body: The following person(s) is (are) doing business as: ... This business is conducted by: AN INDIVIDUAL. The registrant(s) has (have) commenced to transact business under the fictitious business name or names listed above. NOTICE- This Fictitious Name Statement expires five years from the date it was filed in the office of the County Clerk. A new Fictitious Business Name Statement must be filed prior to that date. The filing of this statement does not of itself authorize the use in this state of a Fictitious Business Name in violation of the rights of another under Federal, State, or common law (See section 14411 et.seq. Business and Professions Code)Publish: Mountain Views News [847, 821, 1047, 873]
footer-office: Office: 626.355.2737 [429, 1944, 532, 1957]
notice-heading: FICTITIOUS BUSINESS NAME STATEMENT [426, 502, 541, 509]
notice-dates: Dates Pub: July 21, 28, Aug. 04, 11, 2012 [847, 1025, 941, 1032]
notice-column [6, 44, 208, 1934]
notice-body: The following person(s) is (are) doing business as: ... This business is conducted by: AN INDIVIDUAL. The registrant(s) has (have) commenced to transact business under the fictitious business name or names listed above. NOTICE- This Fictitious Name Statement expires five years from the date it was filed in the office of the County Clerk. A new Fictitious Business Name Statement must be filed prior to that date. The filing of this statement does not of itself authorize the use in this state of a Fictitious Business Name in violation of the rights of another under Federal, State, or common law (See section 14411 et.seq. Business and Professions Code)Publish: Mountain Views News [637, 209, 836, 261]
notice-heading: FICTITIOUS BUSINESS NAME STATEMENT [637, 579, 752, 586]
notice-file-number: File No. 2012-135796 [216, 279, 266, 286]
notice-file-number: File No. 2012-127221 [847, 891, 898, 898]
notice-heading: FICTITIOUS BUSINESS NAME STATEMENT [847, 808, 962, 815]
legal-notice [6, 273, 204, 343]
legal-notice [6, 197, 204, 267]
notice-file-number: File No. 2012-137833 [426, 50, 477, 57]
notice-heading: FICTITIOUS BUSINESS NAME STATEMENT [426, 273, 541, 280]
notice-file-number: File No. 2012-137627 [847, 1426, 898, 1433]
notice-body: The following person(s) is (are) doing business as: ... This business is conducted by: AN INDIVIDUAL. The registrant(s) has (have) commenced to transact business under the fictitious business name or names listed above. NOTICE- This Fictitious Name Statement expires five years from the date it was filed in the office of the County Clerk. A new Fictitious Business Name Statement must be filed prior to that date. The filing of this statement does not of itself authorize the use in this state of a Fictitious Business Name in violation of the rights of another under Federal, State, or common law (See section 14411 et.seq. Business and Professions Code)Publish: Mountain Views News [426, 56, 626, 108]
notice-dates: Dates Pub: July 21, 28, Aug. 04, 11, 2012 [6, 872, 100, 879]
notice-dates: Dates Pub: July 21, 28, Aug. 04, 11, 2012 [847, 1178, 941, 1185]
notice-heading: FICTITIOUS BUSINESS NAME STATEMENT [426, 196, 541, 203]
legal-notice [6, 579, 204, 649]
footer-email[interactable]: Email: editor@mtnviewsnews.com [659, 1944, 840, 1957]
notice-body: The following person(s) is (are) doing business as: ... This business is conducted by: AN INDIVIDUAL. The registrant(s) has (have) commenced to transact business under the fictitious business name or names listed above. NOTICE- This Fictitious Name Statement expires five years from the date it was filed in the office of the County Clerk. A new Fictitious Business Name Statement must be filed prior to that date. The filing of this statement does not of itself authorize the use in this state of a Fictitious Business Name in violation of the rights of another under Federal, State, or common law (See section 14411 et.seq. Business and Professions Code)Publish: Mountain Views News [6, 745, 205, 796]
legal-notice [848, 120, 1047, 190]
legal-notice [216, 273, 414, 343]
notice-file-number: File No. 2012-145115 [6, 738, 56, 745]
legal-notice [848, 426, 1047, 496]
notice-dates: Dates Pub: July 21, 28, Aug. 04, 11, 2012 [426, 566, 520, 573]
notice-file-number: File No. 2012-127237 [847, 738, 898, 745]
notice-file-number: File No. 2012-135918 [426, 356, 477, 363]
notice-dates: Dates Pub: July 21, 28, Aug. 04, 11, 2012 [6, 566, 100, 573]
notice-file-number: File No. 2012-137094 [637, 509, 687, 516]
notice-dates: Dates Pub: July 21, 28, Aug. 04, 11, 2012 [426, 490, 520, 497]
notice-file-number: File No. 2012-125954 [847, 509, 898, 516]
notice-file-number: File No. 2012-144222 [216, 662, 266, 669]
legal-notice [6, 120, 204, 190]
notice-file-number: File No. 2012-144345 [637, 432, 687, 439]
notice-file-number: File No. 2012-142384 [216, 585, 266, 592]
footer-address: 80 W Sierra Madre Blvd. No. 327 Sierra Madre, Ca. 91024 [132, 1944, 418, 1957]
notice-dates: Dates Pub: July 21, 28, Aug. 04, 11, 2012 [6, 643, 100, 650]
notice-file-number: File No. 2012-141517 [847, 50, 898, 57]
notice-heading: FICTITIOUS BUSINESS NAME STATEMENT [6, 349, 121, 356]
legal-notice [637, 503, 835, 573]
legal-notice [848, 1268, 1047, 1338]
legal-notice [637, 44, 835, 114]
notice-heading: FICTITIOUS BUSINESS NAME STATEMENT [637, 349, 752, 356]
legal-notice [848, 656, 1047, 726]
legal-notice [637, 197, 835, 267]
notice-heading: FICTITIOUS BUSINESS NAME STATEMENT [216, 196, 331, 203]
notice-dates: Dates Pub: July 21, 28, Aug. 04, 11, 2012 [6, 719, 100, 726]
legal-notice [6, 426, 204, 496]
notice-body: The following person(s) is (are) doing business as: ... This business is conducted by: AN INDIVIDUAL. The registrant(s) has (have) commenced to transact business under the fictitious business name or names listed above. NOTICE- This Fictitious Name Statement expires five years from the date it was filed in the office of the County Clerk. A new Fictitious Business Name Statement must be filed prior to that date. The filing of this statement does not of itself authorize the use in this state of a Fictitious Business Name in violation of the rights of another under Federal, State, or common law (See section 14411 et.seq. Business and Professions Code)Publish: Mountain Views News [637, 515, 836, 567]
notice-heading: FICTITIOUS BUSINESS NAME STATEMENT [6, 502, 121, 509]
notice-file-number: File No. 2012-137957 [847, 1273, 898, 1280]
notice-heading: FICTITIOUS BUSINESS NAME STATEMENT [637, 502, 752, 509]
notice-heading: FICTITIOUS BUSINESS NAME STATEMENT [426, 579, 541, 586]
notice-dates: Dates Pub: July 21, 28, Aug. 04, 11, 2012 [847, 184, 941, 191]
notice-dates: Dates Pub: July 21, 28, Aug. 04, 11, 2012 [847, 643, 941, 650]
notice-body: The following person(s) is (are) doing business as: ... This business is conducted by: AN INDIVIDUAL. The registrant(s) has (have) commenced to transact business under the fictitious business name or names listed above. NOTICE- This Fictitious Name Statement expires five years from the date it was filed in the office of the County Clerk. A new Fictitious Business Name Statement must be filed prior to that date. The filing of this statement does not of itself authorize the use in this state of a Fictitious Business Name in violation of the rights of another under Federal, State, or common law (See section 14411 et.seq. Business and Professions Code)Publish: Mountain Views News [426, 745, 626, 796]
legal-notice [216, 44, 414, 114]
notice-heading: FICTITIOUS BUSINESS NAME STATEMENT [6, 579, 121, 586]
